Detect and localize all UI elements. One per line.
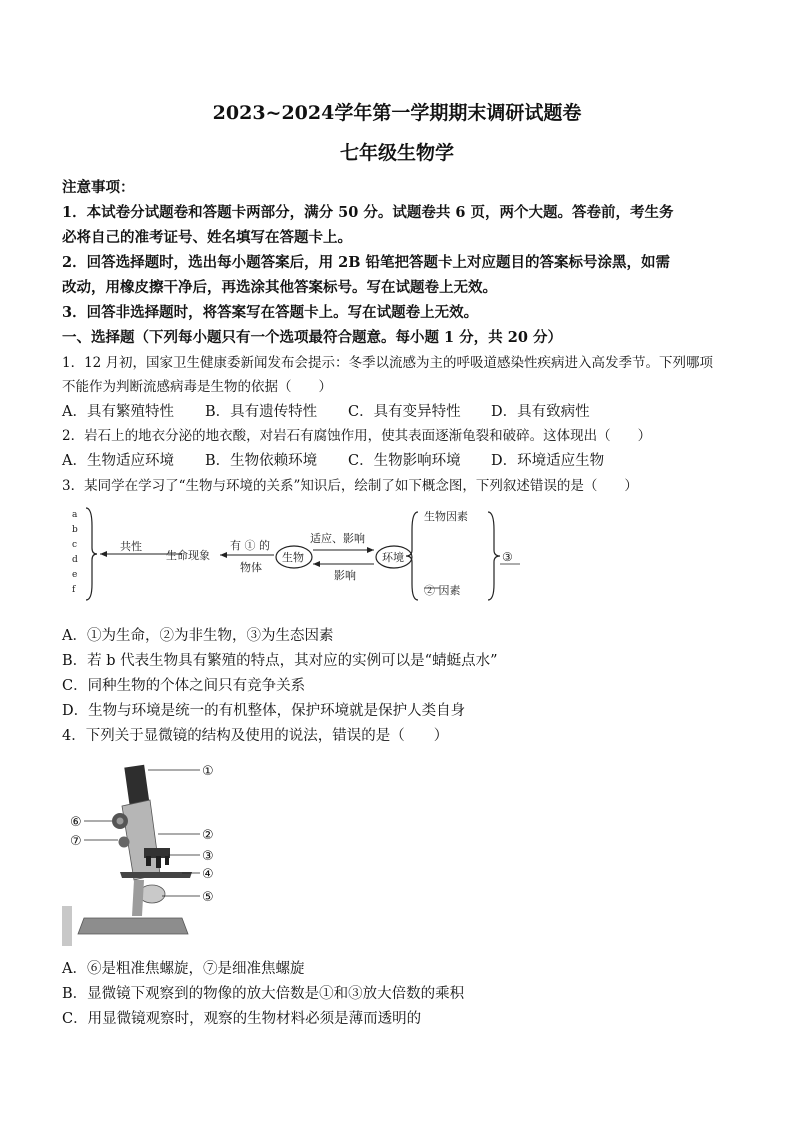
q2-option-a: A．生物适应环境 xyxy=(62,453,174,469)
diagram-organism: 生物 xyxy=(282,551,304,564)
q3-option-c: C．同种生物的个体之间只有竞争关系 xyxy=(62,678,306,694)
label-4: ④ xyxy=(202,867,214,882)
coarse-focus-knob-center xyxy=(117,818,124,825)
exam-subtitle: 七年级生物学 xyxy=(339,142,454,164)
note-line: 3．回答非选择题时，将答案写在答题卡上。写在试题卷上无效。 xyxy=(62,304,479,321)
pillar xyxy=(132,880,144,916)
q2-option-c: C．生物影响环境 xyxy=(348,453,461,469)
q1-stem: 不能作为判断流感病毒是生物的依据（ ） xyxy=(62,379,332,395)
q1-option-b: B．具有遗传特性 xyxy=(205,404,318,420)
q3-stem: 3．某同学在学习了“生物与环境的关系”知识后，绘制了如下概念图，下列叙述错误的是（ ） xyxy=(62,478,638,494)
diagram-influence: 影响 xyxy=(334,569,356,582)
label-2: ② xyxy=(202,828,214,843)
fine-focus-knob xyxy=(119,837,130,848)
q3-option-a: A．①为生命，②为非生物，③为生态因素 xyxy=(62,628,334,644)
diagram-letter: f xyxy=(72,585,76,595)
label-7: ⑦ xyxy=(70,834,82,849)
diagram-factor2: ② 因素 xyxy=(424,584,461,597)
arrow-head xyxy=(220,552,227,558)
arrow-head xyxy=(367,547,374,553)
diagram-letter: e xyxy=(72,570,78,580)
q4-option-c: C．用显微镜观察时，观察的生物材料必须是薄而透明的 xyxy=(62,1011,422,1027)
q3-option-b: B．若 b 代表生物具有繁殖的特点，其对应的实例可以是“蜻蜓点水” xyxy=(62,653,498,669)
image-shadow xyxy=(62,906,72,946)
diagram-letter: a xyxy=(72,510,78,520)
label-6: ⑥ xyxy=(70,815,82,830)
q2-stem: 2．岩石上的地衣分泌的地衣酸，对岩石有腐蚀作用，使其表面逐渐龟裂和破碎。这体现出（ ） xyxy=(62,428,652,444)
microscope-figure xyxy=(62,756,222,946)
objective-lens xyxy=(165,856,169,865)
exam-title: 2023~2024学年第一学期期末调研试题卷 xyxy=(212,102,582,124)
arrow-head xyxy=(313,561,320,567)
q4-option-b: B．显微镜下观察到的物像的放大倍数是①和③放大倍数的乘积 xyxy=(62,986,465,1002)
note-line: 改动，用橡皮擦干净后，再选涂其他答案标号。写在试题卷上无效。 xyxy=(62,279,497,296)
q1-stem: 1．12 月初，国家卫生健康委新闻发布会提示：冬季以流感为主的呼吸道感染性疾病进入高发季节。下列哪项 xyxy=(62,355,714,371)
note-line: 2．回答选择题时，选出每小题答案后，用 2B 铅笔把答题卡上对应题目的答案标号涂黑，如需 xyxy=(62,254,671,271)
right-brace xyxy=(488,512,500,600)
diagram-common: 共性 xyxy=(120,540,142,553)
diagram-letter: b xyxy=(72,525,78,535)
objective-lens xyxy=(156,856,161,868)
left-brace xyxy=(86,508,97,600)
concept-map-diagram xyxy=(62,504,532,604)
note-line: 1．本试卷分试题卷和答题卡两部分，满分 50 分。试题卷共 6 页，两个大题。答卷前，考生务 xyxy=(62,204,674,221)
note-line: 必将自己的准考证号、姓名填写在答题卡上。 xyxy=(62,229,352,246)
objective-lens xyxy=(146,856,151,866)
section-heading: 一、选择题（下列每小题只有一个选项最符合题意。每小题 1 分，共 20 分） xyxy=(62,329,562,346)
diagram-has: 有 ① 的 xyxy=(230,539,270,552)
q2-option-d: D．环境适应生物 xyxy=(491,453,605,469)
q1-option-d: D．具有致病性 xyxy=(491,404,590,420)
label-3: ③ xyxy=(202,849,214,864)
diagram-adapt: 适应、影响 xyxy=(310,532,365,545)
q4-option-a: A．⑥是粗准焦螺旋，⑦是细准焦螺旋 xyxy=(62,961,305,977)
q3-option-d: D．生物与环境是统一的有机整体，保护环境就是保护人类自身 xyxy=(62,703,466,719)
microscope-base xyxy=(78,918,188,934)
q2-option-b: B．生物依赖环境 xyxy=(205,453,318,469)
label-1: ① xyxy=(202,764,214,779)
stage xyxy=(120,872,192,878)
q1-option-a: A．具有繁殖特性 xyxy=(62,404,174,420)
label-5: ⑤ xyxy=(202,890,214,905)
diagram-environment: 环境 xyxy=(382,551,404,564)
diagram-life: 生命现象 xyxy=(166,549,210,562)
diagram-letter: c xyxy=(72,540,78,550)
q1-option-c: C．具有变异特性 xyxy=(348,404,461,420)
diagram-bio-factor: 生物因素 xyxy=(424,510,468,523)
arrow-head xyxy=(100,551,107,557)
q4-stem: 4．下列关于显微镜的结构及使用的说法，错误的是（ ） xyxy=(62,728,449,744)
notes-heading: 注意事项： xyxy=(62,179,135,196)
diagram-letter: d xyxy=(72,555,78,565)
diagram-object: 物体 xyxy=(240,561,262,574)
diagram-number-3: ③ xyxy=(502,550,513,564)
